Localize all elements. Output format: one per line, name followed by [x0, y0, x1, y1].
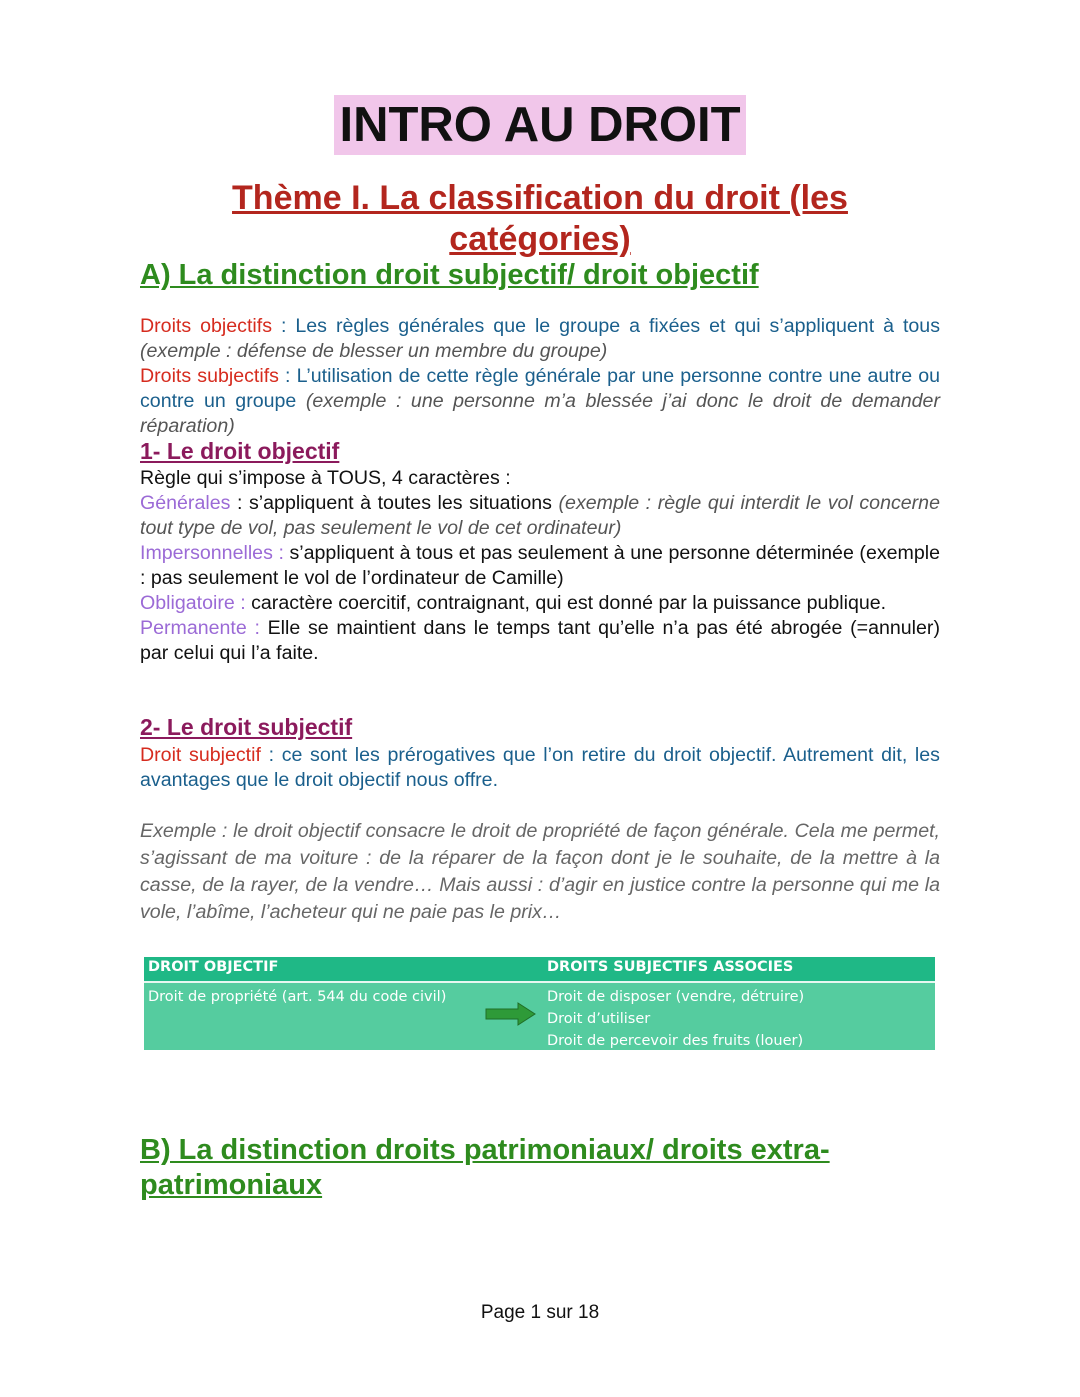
character-separator: : — [246, 617, 268, 639]
objectifs-term: Droits objectifs — [140, 315, 273, 337]
table-cell-subjectif-2: Droit d’utiliser — [547, 1011, 651, 1027]
objectifs-paragraph — [140, 314, 940, 364]
objectifs-separator: : — [272, 315, 296, 337]
table-cell-subjectif-1: Droit de disposer (vendre, détruire) — [547, 989, 805, 1005]
character-term: Permanente — [140, 617, 247, 639]
character-text: Elle se maintient dans le temps tant qu’elle n’a pas été abrogée (=annuler) par celui qui l’a faite. — [140, 617, 940, 664]
character-example: (exemple : règle qui interdit le vol concerne tout type de vol, pas seulement le vol de cet ordinateur) — [140, 492, 940, 539]
sub1-heading: 1- Le droit objectif — [140, 438, 340, 464]
sub2-definition: ce sont les prérogatives que l’on retire du droit objectif. Autrement dit, les avantages que le droit objectif nous offre. — [140, 744, 940, 791]
character-separator: : — [272, 542, 290, 564]
table-cell-objectif: Droit de propriété (art. 544 du code civil) — [148, 989, 447, 1005]
section-b-heading-line1: B) La distinction droits patrimoniaux/ droits extra- — [140, 1134, 830, 1166]
subjectifs-paragraph — [140, 364, 940, 439]
main-title: INTRO AU DROIT — [334, 95, 745, 155]
sub2-separator: : — [260, 744, 282, 766]
sub2-example-block — [140, 818, 940, 926]
table-header-subjectifs: DROITS SUBJECTIFS ASSOCIES — [547, 959, 794, 975]
sub1-content — [140, 466, 940, 666]
sub2-example: Exemple : le droit objectif consacre le droit de propriété de façon générale. Cela me permet, s’agissant de ma voiture : de la réparer de la façon dont je le souhaite, de la mettre à la casse, de la rayer, de la vendre… Mais aussi : d’agir en justice contre la personne qui me la vole, l’abîme, l’acheteur qui ne paie pas le prix… — [140, 820, 940, 923]
arrow-shape — [486, 1003, 535, 1025]
subjectifs-separator: : — [278, 365, 297, 387]
subjectifs-example: (exemple : une personne m’a blessée j’ai donc le droit de demander réparation) — [140, 390, 940, 437]
subjectifs-definition: L’utilisation de cette règle générale par une personne contre une autre ou contre un groupe — [140, 365, 940, 412]
section-a-definitions — [140, 314, 940, 439]
right-arrow-icon — [484, 1000, 538, 1028]
table-header-divider — [144, 981, 935, 983]
page-number: Page 1 sur 18 — [480, 1302, 600, 1323]
table-cell-subjectif-3: Droit de percevoir des fruits (louer) — [547, 1033, 804, 1049]
sub2-heading: 2- Le droit subjectif — [140, 714, 353, 740]
subjectifs-term: Droits subjectifs — [140, 365, 279, 387]
character-item — [140, 491, 940, 541]
character-term: Impersonnelles — [140, 542, 273, 564]
character-separator: : — [230, 492, 249, 514]
rights-table — [144, 957, 935, 1050]
character-item — [140, 591, 940, 616]
character-term: Générales — [140, 492, 231, 514]
objectifs-definition: Les règles générales que le groupe a fixées et qui s’appliquent à tous — [295, 315, 940, 337]
section-b-heading-line2: patrimoniaux — [140, 1169, 323, 1201]
character-term: Obligatoire — [140, 592, 235, 614]
sub2-term: Droit subjectif — [140, 744, 261, 766]
character-text: s’appliquent à toutes les situations — [249, 492, 559, 514]
character-item — [140, 541, 940, 591]
objectifs-example: (exemple : défense de blesser un membre du groupe) — [140, 340, 608, 362]
character-text: s’appliquent à tous et pas seulement à une personne déterminée (exemple : pas seulement le vol de l’ordinateur de Camille) — [140, 542, 940, 589]
sub2-definition-paragraph — [140, 743, 940, 793]
character-item — [140, 616, 940, 666]
table-header-objectif: DROIT OBJECTIF — [148, 959, 279, 975]
sub2-content — [140, 743, 940, 793]
character-separator: : — [234, 592, 252, 614]
section-a-heading: A) La distinction droit subjectif/ droit objectif — [140, 259, 759, 291]
theme-title: Thème I. La classification du droit (les catégories) — [232, 179, 848, 258]
character-text: caractère coercitif, contraignant, qui est donné par la puissance publique. — [251, 592, 887, 614]
sub1-intro: Règle qui s’impose à TOUS, 4 caractères : — [140, 467, 511, 489]
title-wrapper — [0, 95, 1080, 155]
section-b-heading — [140, 1133, 830, 1203]
